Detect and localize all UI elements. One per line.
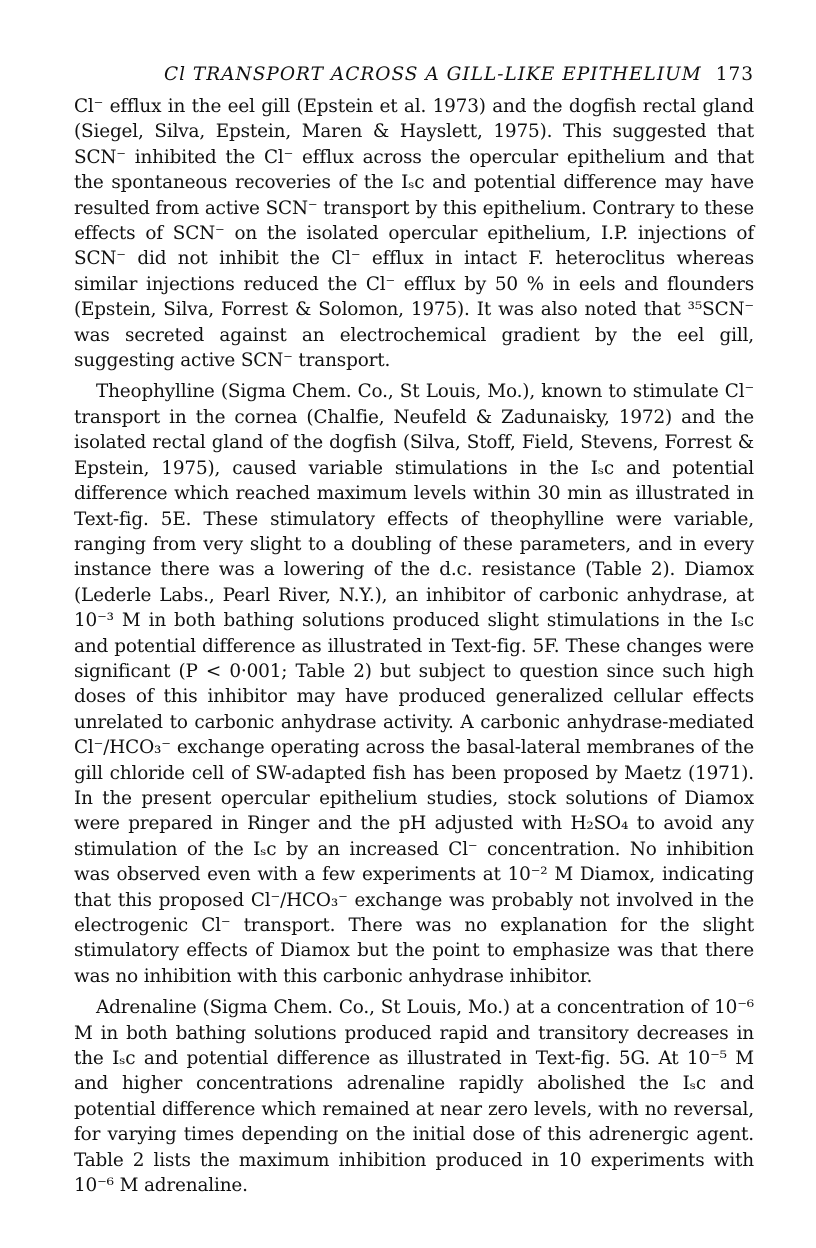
paragraph-scn-effects: Cl⁻ efflux in the eel gill (Epstein et al. 1973) and the dogfish rectal gland (Siegel, Silva, Epstein, Maren & Hayslett, 1975). This suggested that SCN⁻ inhibited the Cl⁻ efflux across the opercular epithelium and that the spontaneous recoveries of the Iₛc and potential difference may have resulted from active SCN⁻ transport by this epithelium. Contrary to these effects of SCN⁻ on the isolated opercular epithelium, I.P. injections of SCN⁻ did not inhibit the Cl⁻ efflux in intact F. heteroclitus whereas similar injections reduced the Cl⁻ efflux by 50 % in eels and flounders (Epstein, Silva, Forrest & Solomon, 1975). It was also noted that ³⁵SCN⁻ was secreted against an electrochemical gradient by the eel gill, suggesting active SCN⁻ transport. — [74, 96, 754, 372]
paragraph-adrenaline: Adrenaline (Sigma Chem. Co., St Louis, Mo.) at a concentration of 10⁻⁶ M in both bathing solutions produced rapid and transitory decreases in the Iₛc and potential difference as illustrated in Text-fig. 5G. At 10⁻⁵ M and higher concentrations adrenaline rapidly abolished the Iₛc and potential difference which remained at near zero levels, with no reversal, for varying times depending on the initial dose of this adrenergic agent. Table 2 lists the maximum inhibition produced in 10 experiments with 10⁻⁶ M adrenaline. — [74, 997, 754, 1197]
running-header — [74, 62, 754, 88]
running-title: Cl TRANSPORT ACROSS A GILL-LIKE EPITHELIUM — [163, 64, 702, 85]
journal-page — [74, 62, 754, 1204]
paragraph-theophylline-diamox: Theophylline (Sigma Chem. Co., St Louis, Mo.), known to stimulate Cl⁻ transport in the cornea (Chalfie, Neufeld & Zadunaisky, 1972) and the isolated rectal gland of the dogfish (Silva, Stoff, Field, Stevens, Forrest & Epstein, 1975), caused variable stimulations in the Iₛc and potential difference which reached maximum levels within 30 min as illustrated in Text-fig. 5E. These stimulatory effects of theophylline were variable, ranging from very slight to a doubling of these parameters, and in every instance there was a lowering of the d.c. resistance (Table 2). Diamox (Lederle Labs., Pearl River, N.Y.), an inhibitor of carbonic anhydrase, at 10⁻³ M in both bathing solutions produced slight stimulations in the Iₛc and potential difference as illustrated in Text-fig. 5F. These changes were significant (P < 0·001; Table 2) but subject to question since such high doses of this inhibitor may have produced generalized cellular effects unrelated to carbonic anhydrase activity. A carbonic anhydrase-mediated Cl⁻/HCO₃⁻ exchange operating across the basal-lateral membranes of the gill chloride cell of SW-adapted fish has been proposed by Maetz (1971). In the present opercular epithelium studies, stock solutions of Diamox were prepared in Ringer and the pH adjusted with H₂SO₄ to avoid any stimulation of the Iₛc by an increased Cl⁻ concentration. No inhibition was observed even with a few experiments at 10⁻² M Diamox, indicating that this proposed Cl⁻/HCO₃⁻ exchange was probably not involved in the electrogenic Cl⁻ transport. There was no explanation for the slight stimulatory effects of Diamox but the point to emphasize was that there was no inhibition with this carbonic anhydrase inhibitor. — [74, 381, 754, 987]
page-number: 173 — [715, 64, 754, 85]
